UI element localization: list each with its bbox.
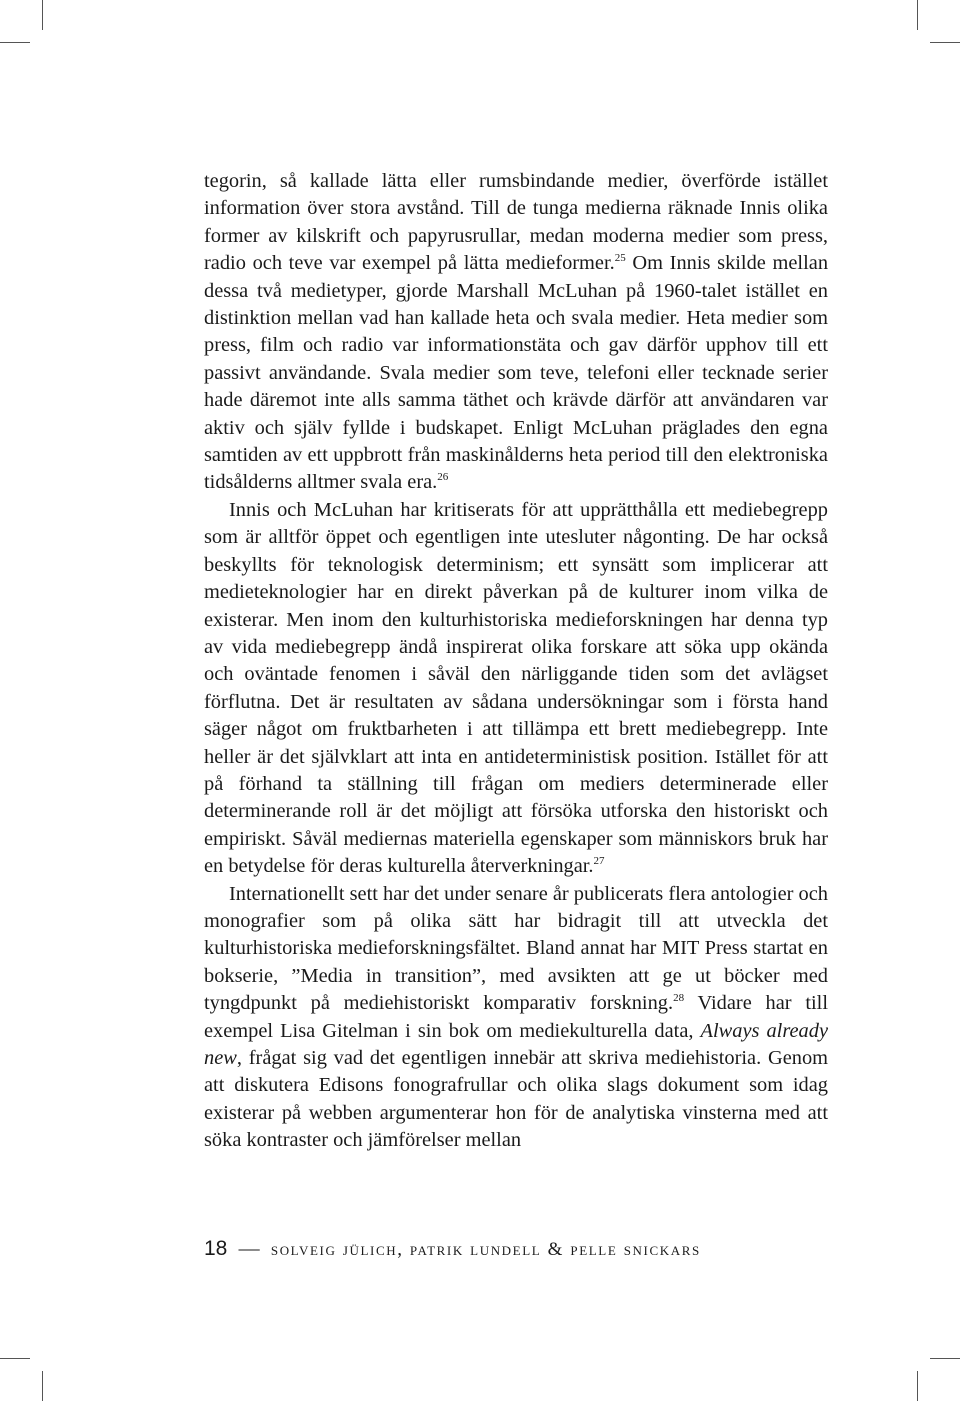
- crop-mark: [917, 1371, 918, 1401]
- footnote-ref: 25: [614, 252, 626, 265]
- paragraph: [204, 168, 828, 497]
- crop-mark: [0, 1358, 30, 1359]
- footnote-ref: 26: [437, 471, 449, 484]
- crop-mark: [930, 1358, 960, 1359]
- crop-mark: [42, 0, 43, 30]
- page-number: 18: [204, 1237, 228, 1260]
- text-run: , frågat sig vad det egentligen innebär att skriva mediehistoria. Genom att diskutera Edisons fonografrullar och olika slags dokument som idag existerar på webben argumenterar hon för de analytiska vinsterna med att söka kontraster och jämförelser mellan: [204, 1047, 828, 1152]
- text-run: Om Innis skilde mellan dessa två medietyper, gjorde Marshall McLuhan på 1960-talet istället en distinktion mellan vad han kallade heta och svala medier. Heta medier som press, film och radio var informationstäta och gav därför upphov till ett passivt användande. Svala medier som teve, telefoni eller tecknade serier hade däremot inte alls samma täthet och krävde därför att användaren var aktiv och själv fyllde i budskapet. Enligt McLuhan präglades den egna samtiden av ett uppbrott från maskinålderns heta period till den elektroniska tidsålderns alltmer svala era.: [204, 252, 829, 494]
- footnote-ref: 28: [673, 992, 685, 1005]
- text-run: Internationellt sett har det under senare år publicerats flera antologier och monografier som på olika sätt har bidragit till att utveckla det kulturhistoriska medieforskningsfältet. Bland annat har MIT Press startat en bokserie, ”Media in transition”, med avsikten att ge ut böcker med tyngdpunkt på mediehistoriskt komparativ forskning.: [204, 882, 828, 1015]
- footer-dash: —: [238, 1236, 260, 1260]
- crop-mark: [42, 1371, 43, 1401]
- page-footer: [204, 1236, 701, 1261]
- crop-mark: [930, 42, 960, 43]
- paragraph: [204, 497, 828, 881]
- text-run: Vidare har till exempel Lisa Gitelman i sin bok om mediekulturella data,: [204, 992, 828, 1042]
- running-footer-authors: solveig jülich, patrik lundell & pelle snickars: [270, 1239, 701, 1260]
- text-run: tegorin, så kallade lätta eller rumsbindande medier, överförde istället information över stora avstånd. Till de tunga medierna räknade Innis olika former av kilskrift och papyrusrullar, medan moderna medier som press, radio och teve var exempel på lätta medieformer.: [204, 170, 828, 275]
- body-text: [204, 168, 828, 1155]
- footnote-ref: 27: [593, 855, 605, 868]
- book-title: Always already new: [204, 1019, 829, 1069]
- text-run: Innis och McLuhan har kritiserats för att upprätthålla ett mediebegrepp som är alltför öppet och egentligen inte utesluter någonting. De har också beskyllts för teknologisk determinism; ett synsätt som implicerar att medieteknologier har en direkt påverkan på de kulturer inom vilka de existerar. Men inom den kulturhistoriska medieforskningen har denna typ av vida mediebegrepp ändå inspirerat olika forskare att söka upp okända och oväntade fenomen i såväl den närliggande tiden som det avlägset förflutna. Det är resultaten av sådana undersökningar som i första hand säger något om fruktbarheten i att tillämpa ett brett mediebegrepp. Inte heller är det självklart att inta en antideterministisk position. Istället för att på förhand ta ställning till frågan om mediers determinerade eller determinerande roll är det möjligt att försöka utforska den historiskt och empiriskt. Såväl mediernas materiella egenskaper som människors bruk har en betydelse för deras kulturella återverkningar.: [204, 498, 828, 878]
- crop-mark: [0, 42, 30, 43]
- paragraph: [204, 881, 828, 1155]
- crop-mark: [917, 0, 918, 30]
